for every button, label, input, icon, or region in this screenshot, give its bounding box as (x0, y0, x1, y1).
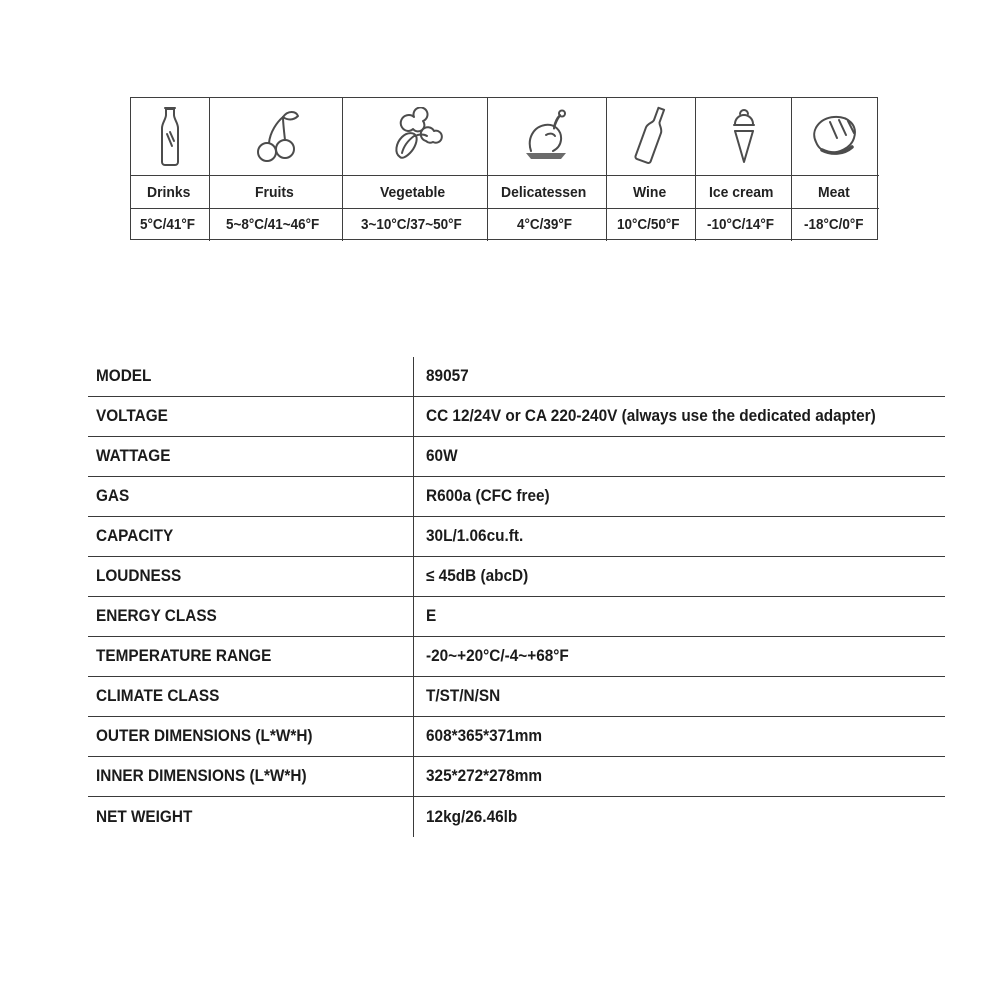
spec-label-text: VOLTAGE (96, 407, 168, 425)
roast-chicken-icon (516, 107, 578, 167)
food-label-cell (696, 176, 792, 209)
spec-value-text: 608*365*371mm (426, 727, 543, 745)
food-label-cell (210, 176, 343, 209)
spec-row-temperature-range (88, 637, 945, 677)
spec-value-text: CC 12/24V or CA 220-240V (always use the dedicated adapter) (426, 407, 876, 425)
spec-row-gas (88, 477, 945, 517)
food-label: Wine (633, 183, 667, 201)
food-temp-cell (210, 209, 343, 241)
spec-label-text: CAPACITY (96, 527, 174, 545)
spec-value-text: T/ST/N/SN (426, 687, 501, 705)
spec-label-text: NET WEIGHT (96, 807, 193, 826)
food-label: Vegetable (379, 183, 446, 201)
cherries-icon (247, 106, 305, 168)
spec-value (413, 517, 945, 556)
spec-table (88, 357, 945, 837)
food-category-table (130, 97, 878, 240)
spec-row-loudness (88, 557, 945, 597)
spec-value-text: -20~+20°C/-4~+68°F (426, 647, 569, 665)
spec-label-text: WATTAGE (96, 447, 171, 465)
spec-value (413, 397, 945, 436)
spec-value-text: 30L/1.06cu.ft. (426, 527, 524, 545)
spec-row-net-weight (88, 797, 945, 837)
vegetable-icon-cell (343, 98, 488, 176)
spec-value-text: R600a (CFC free) (426, 487, 550, 505)
wine-bottle-icon (623, 105, 679, 169)
spec-label (88, 597, 413, 636)
food-label-cell (607, 176, 696, 209)
food-label: Fruits (255, 183, 294, 201)
spec-value (413, 437, 945, 476)
spec-row-climate-class (88, 677, 945, 717)
spec-label (88, 677, 413, 716)
spec-label (88, 637, 413, 676)
spec-value-text: 325*272*278mm (426, 767, 543, 785)
fruits-icon-cell (210, 98, 343, 176)
spec-value-text: E (426, 607, 437, 625)
spec-value (413, 557, 945, 596)
spec-row-inner-dimensions (88, 757, 945, 797)
food-temp: 3~10°C/37~50°F (360, 217, 462, 233)
food-temp: 10°C/50°F (617, 217, 680, 233)
food-label-cell (131, 176, 210, 209)
bottle-icon (155, 106, 185, 168)
spec-row-capacity (88, 517, 945, 557)
spec-label (88, 757, 413, 796)
spec-label (88, 397, 413, 436)
food-temp: 5°C/41°F (140, 217, 196, 233)
spec-value-text: ≤ 45dB (abcD) (426, 567, 529, 585)
food-label: Meat (818, 183, 851, 201)
ice-cream-icon-cell (696, 98, 792, 176)
spec-row-outer-dimensions (88, 717, 945, 757)
food-label: Ice cream (708, 183, 774, 201)
food-label-cell (343, 176, 488, 209)
vegetables-icon (382, 107, 448, 167)
spec-value (413, 797, 945, 837)
food-temp: 4°C/39°F (517, 217, 573, 233)
spec-label (88, 357, 413, 396)
ice-cream-cone-icon (722, 106, 766, 168)
meat-icon-cell (792, 98, 879, 176)
spec-row-model (88, 357, 945, 397)
spec-label-text: INNER DIMENSIONS (L*W*H) (96, 767, 307, 785)
food-label: Delicatessen (501, 183, 587, 201)
spec-label-text: MODEL (96, 367, 152, 385)
food-temp: -18°C/0°F (803, 217, 864, 233)
food-temp-cell (792, 209, 879, 241)
spec-label (88, 437, 413, 476)
food-temp-cell (343, 209, 488, 241)
food-temp: 5~8°C/41~46°F (225, 217, 320, 233)
steak-icon (804, 108, 868, 166)
spec-label (88, 517, 413, 556)
spec-value (413, 677, 945, 716)
spec-label (88, 557, 413, 596)
food-label-cell (792, 176, 879, 209)
wine-icon-cell (607, 98, 696, 176)
spec-row-wattage (88, 437, 945, 477)
delicatessen-icon-cell (488, 98, 607, 176)
spec-value-text: 60W (426, 447, 458, 465)
spec-label-text: CLIMATE CLASS (96, 687, 220, 705)
spec-value (413, 357, 945, 396)
spec-row-voltage (88, 397, 945, 437)
spec-value-text: 12kg/26.46lb (426, 807, 518, 826)
spec-value (413, 757, 945, 796)
spec-value (413, 477, 945, 516)
drinks-icon-cell (131, 98, 210, 176)
spec-label-text: LOUDNESS (96, 567, 182, 585)
spec-label-text: ENERGY CLASS (96, 607, 217, 625)
food-label-cell (488, 176, 607, 209)
spec-row-energy-class (88, 597, 945, 637)
food-temp-cell (607, 209, 696, 241)
spec-label (88, 797, 413, 837)
spec-label (88, 477, 413, 516)
food-label: Drinks (146, 183, 191, 201)
spec-label (88, 717, 413, 756)
spec-label-text: GAS (96, 487, 130, 505)
spec-value-text: 89057 (426, 367, 469, 385)
spec-label-text: OUTER DIMENSIONS (L*W*H) (96, 727, 313, 745)
food-temp: -10°C/14°F (707, 217, 775, 233)
spec-value (413, 637, 945, 676)
spec-label-text: TEMPERATURE RANGE (96, 647, 272, 665)
food-temp-cell (131, 209, 210, 241)
food-temp-cell (488, 209, 607, 241)
spec-value (413, 597, 945, 636)
food-temp-cell (696, 209, 792, 241)
spec-value (413, 717, 945, 756)
